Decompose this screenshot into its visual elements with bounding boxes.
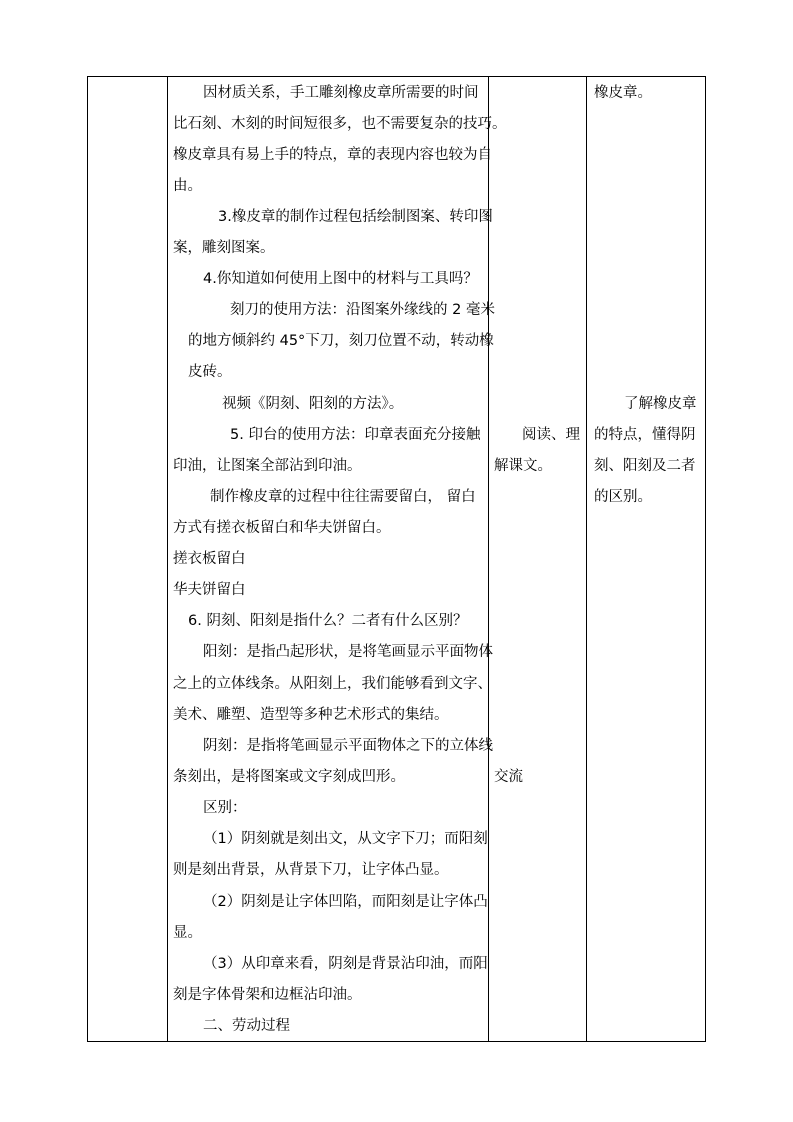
content-line: 显。 <box>173 925 202 941</box>
content-line: 美术、雕塑、造型等多种艺术形式的集结。 <box>173 707 449 723</box>
content-line: 皮砖。 <box>188 364 232 380</box>
content-line: 印油，让图案全部沾到印油。 <box>173 458 362 474</box>
intent-line: 的特点，懂得阴 <box>594 427 696 443</box>
content-line: （1）阴刻就是刻出文，从文字下刀；而阳刻 <box>203 831 488 847</box>
content-line: 视频《阴刻、阳刻的方法》。 <box>222 396 404 412</box>
activity-line: 阅读、理 <box>522 427 580 443</box>
content-line: 由。 <box>173 178 202 194</box>
column-divider <box>167 77 168 1041</box>
content-line: 制作橡皮章的过程中往往需要留白， 留白 <box>210 489 476 505</box>
intent-line: 了解橡皮章 <box>624 396 697 412</box>
activity-line: 解课文。 <box>494 458 552 474</box>
intent-line: 的区别。 <box>594 489 652 505</box>
content-line: 刻是字体骨架和边框沾印油。 <box>173 987 362 1003</box>
content-line: 比石刻、木刻的时间短很多，也不需要复杂的技巧。 <box>173 116 507 132</box>
content-line: 因材质关系，手工雕刻橡皮章所需要的时间 <box>203 85 479 101</box>
activity-line: 交流 <box>494 769 523 785</box>
content-line: 刻刀的使用方法：沿图案外缘线的 2 毫米 <box>230 302 495 318</box>
content-line: 方式有搓衣板留白和华夫饼留白。 <box>173 520 391 536</box>
content-line: 3.橡皮章的制作过程包括绘制图案、转印图 <box>218 209 493 225</box>
content-line: 区别： <box>203 800 247 816</box>
intent-line: 刻、阳刻及二者 <box>594 458 696 474</box>
content-line: 条刻出，是将图案或文字刻成凹形。 <box>173 769 405 785</box>
content-line: 阴刻：是指将笔画显示平面物体之下的立体线 <box>203 738 493 754</box>
intent-line: 橡皮章。 <box>594 85 652 101</box>
content-line: 5. 印台的使用方法：印章表面充分接触 <box>230 427 481 443</box>
content-line: （3）从印章来看，阴刻是背景沾印油，而阳 <box>203 956 488 972</box>
column-divider <box>586 77 587 1041</box>
content-line: 的地方倾斜约 45°下刀，刻刀位置不动，转动橡 <box>188 333 494 349</box>
content-line: 华夫饼留白 <box>173 582 246 598</box>
content-line: 6. 阴刻、阳刻是指什么？二者有什么区别？ <box>188 613 468 629</box>
content-line: 搓衣板留白 <box>173 551 246 567</box>
content-line: 则是刻出背景，从背景下刀，让字体凸显。 <box>173 862 449 878</box>
content-line: 之上的立体线条。从阳刻上，我们能够看到文字、 <box>173 676 492 692</box>
content-line: 4.你知道如何使用上图中的材料与工具吗？ <box>203 271 478 287</box>
content-line: （2）阴刻是让字体凹陷，而阳刻是让字体凸 <box>203 894 488 910</box>
content-line: 橡皮章具有易上手的特点，章的表现内容也较为自 <box>173 147 492 163</box>
content-line: 案，雕刻图案。 <box>173 240 275 256</box>
content-line: 阳刻：是指凸起形状，是将笔画显示平面物体 <box>203 644 493 660</box>
content-line: 二、劳动过程 <box>203 1018 290 1034</box>
